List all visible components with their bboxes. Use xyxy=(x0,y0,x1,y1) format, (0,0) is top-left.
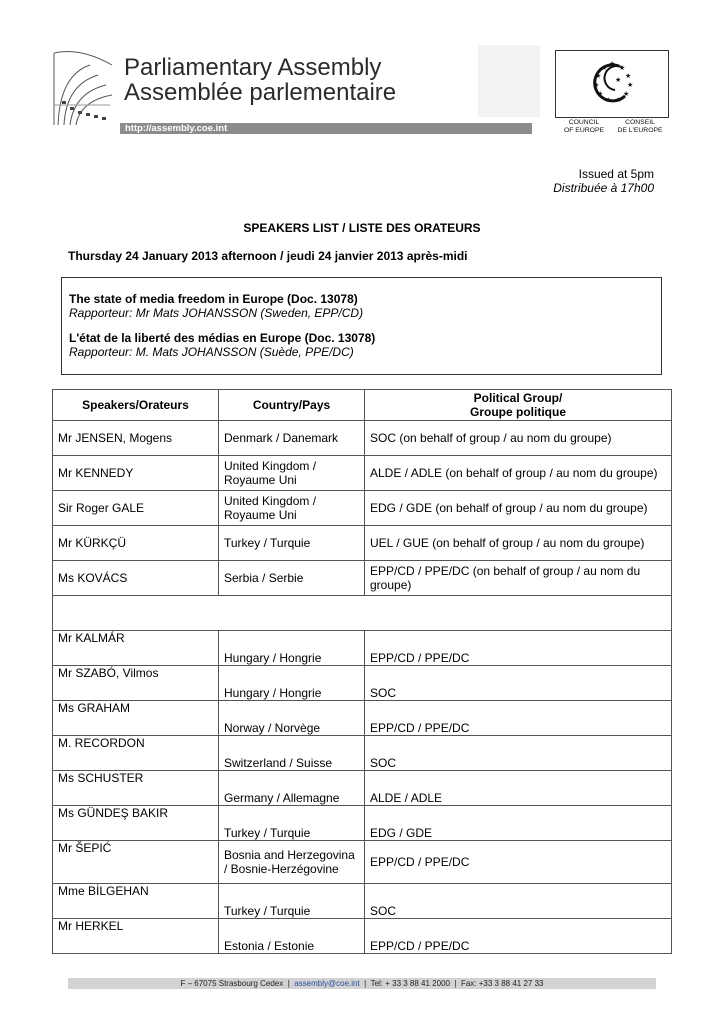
group-cell: EPP/CD / PPE/DC xyxy=(365,919,672,954)
speaker-cell: Mr SZABÓ, Vilmos xyxy=(53,666,219,701)
table-row xyxy=(53,701,672,736)
header-group-line1: Political Group/ xyxy=(473,391,563,405)
speaker-cell: M. RECORDON xyxy=(53,736,219,771)
coe-label-fr xyxy=(612,119,668,135)
svg-text:★: ★ xyxy=(615,76,622,84)
table-row xyxy=(53,526,672,561)
issued-info xyxy=(553,167,654,195)
svg-text:★: ★ xyxy=(625,72,632,80)
assembly-name-en: Parliamentary Assembly xyxy=(124,54,382,81)
header-country: Country/Pays xyxy=(219,390,365,421)
country-cell: Norway / Norvège xyxy=(219,701,365,736)
agenda-rapporteur-fr: Rapporteur: M. Mats JOHANSSON (Suède, PPE/DC) xyxy=(69,345,354,359)
table-header-row xyxy=(53,390,672,421)
group-cell: EPP/CD / PPE/DC (on behalf of group / au nom du groupe) xyxy=(365,561,672,596)
speaker-cell: Ms GRAHAM xyxy=(53,701,219,736)
country-cell: Turkey / Turquie xyxy=(219,806,365,841)
speaker-cell: Ms GÜNDEŞ BAKIR xyxy=(53,806,219,841)
sitting-date: Thursday 24 January 2013 afternoon / jeudi 24 janvier 2013 après-midi xyxy=(68,249,468,263)
country-cell: Serbia / Serbie xyxy=(219,561,365,596)
table-row xyxy=(53,771,672,806)
country-cell: Hungary / Hongrie xyxy=(219,631,365,666)
coe-label-fr-line1: CONSEIL xyxy=(625,119,655,126)
header-speaker: Speakers/Orateurs xyxy=(53,390,219,421)
table-row xyxy=(53,491,672,526)
svg-text:★: ★ xyxy=(595,72,602,80)
svg-text:★: ★ xyxy=(623,90,630,98)
country-cell: Turkey / Turquie xyxy=(219,526,365,561)
svg-text:★: ★ xyxy=(601,64,608,72)
group-cell: EDG / GDE (on behalf of group / au nom du groupe) xyxy=(365,491,672,526)
table-row xyxy=(53,631,672,666)
assembly-name xyxy=(124,55,396,105)
country-cell: Turkey / Turquie xyxy=(219,884,365,919)
coe-label-en xyxy=(558,119,610,135)
separator-cell xyxy=(53,596,672,631)
document-title: SPEAKERS LIST / LISTE DES ORATEURS xyxy=(243,221,481,235)
footer-separator: | xyxy=(285,979,292,988)
footer-separator: | xyxy=(452,979,459,988)
assembly-hemicycle-graphic xyxy=(50,45,116,127)
coe-label-fr-line2: DE L'EUROPE xyxy=(617,127,663,134)
footer-email-link[interactable]: assembly@coe.int xyxy=(294,979,360,988)
table-row xyxy=(53,806,672,841)
group-cell: SOC xyxy=(365,884,672,919)
speaker-cell: Mr HERKEL xyxy=(53,919,219,954)
group-cell: EPP/CD / PPE/DC xyxy=(365,841,672,884)
separator-row xyxy=(53,596,672,631)
header-group-line2: Groupe politique xyxy=(470,405,566,419)
svg-text:★: ★ xyxy=(627,81,634,89)
group-cell: ALDE / ADLE xyxy=(365,771,672,806)
speaker-cell: Sir Roger GALE xyxy=(53,491,219,526)
group-cell: EPP/CD / PPE/DC xyxy=(365,631,672,666)
table-row xyxy=(53,666,672,701)
coe-label-en-line1: COUNCIL xyxy=(568,119,600,126)
agenda-title-fr: L'état de la liberté des médias en Europe (Doc. 13078) xyxy=(69,331,376,345)
speaker-cell: Mr JENSEN, Mogens xyxy=(53,421,219,456)
svg-text:★: ★ xyxy=(615,96,622,104)
group-cell: EDG / GDE xyxy=(365,806,672,841)
footer-fax: Fax: +33 3 88 41 27 33 xyxy=(460,979,544,988)
issued-fr: Distribuée à 17h00 xyxy=(553,181,654,195)
svg-text:★: ★ xyxy=(597,90,604,98)
header-group xyxy=(365,390,672,421)
country-cell: Estonia / Estonie xyxy=(219,919,365,954)
country-cell: Bosnia and Herzegovina / Bosnie-Herzégovine xyxy=(219,841,365,884)
footer-address: F – 67075 Strasbourg Cedex xyxy=(180,979,284,988)
speaker-cell: Mme BİLGEHAN xyxy=(53,884,219,919)
group-cell: UEL / GUE (on behalf of group / au nom du groupe) xyxy=(365,526,672,561)
council-of-europe-logo-icon xyxy=(585,56,641,108)
table-row xyxy=(53,841,672,884)
footer-tel: Tel: + 33 3 88 41 2000 xyxy=(370,979,450,988)
group-cell: SOC (on behalf of group / au nom du groupe) xyxy=(365,421,672,456)
issued-en: Issued at 5pm xyxy=(578,167,654,181)
group-cell: ALDE / ADLE (on behalf of group / au nom du groupe) xyxy=(365,456,672,491)
agenda-rapporteur-en: Rapporteur: Mr Mats JOHANSSON (Sweden, EPP/CD) xyxy=(69,306,364,320)
country-cell: United Kingdom / Royaume Uni xyxy=(219,456,365,491)
group-cell: SOC xyxy=(365,736,672,771)
table-row xyxy=(53,561,672,596)
agenda-title-en: The state of media freedom in Europe (Doc. 13078) xyxy=(69,292,358,306)
svg-text:★: ★ xyxy=(619,64,626,72)
speaker-cell: Mr KALMÁR xyxy=(53,631,219,666)
svg-text:★: ★ xyxy=(609,60,616,68)
country-cell: Switzerland / Suisse xyxy=(219,736,365,771)
table-row xyxy=(53,456,672,491)
speakers-table xyxy=(52,389,672,954)
svg-text:★: ★ xyxy=(605,96,612,104)
footer-separator: | xyxy=(361,979,369,988)
table-row xyxy=(53,736,672,771)
coe-label-en-line2: OF EUROPE xyxy=(563,127,605,134)
country-cell: Germany / Allemagne xyxy=(219,771,365,806)
table-row xyxy=(53,919,672,954)
assembly-url-link[interactable]: http://assembly.coe.int xyxy=(125,123,228,134)
speaker-cell: Mr KÜRKÇÜ xyxy=(53,526,219,561)
assembly-name-fr: Assemblée parlementaire xyxy=(124,79,397,106)
group-cell: SOC xyxy=(365,666,672,701)
footer-contact xyxy=(68,978,656,989)
country-cell: Denmark / Danemark xyxy=(219,421,365,456)
agenda-item-box xyxy=(61,277,662,375)
table-row xyxy=(53,884,672,919)
speaker-cell: Mr KENNEDY xyxy=(53,456,219,491)
speaker-cell: Mr ŠEPIĆ xyxy=(53,841,219,884)
group-cell: EPP/CD / PPE/DC xyxy=(365,701,672,736)
country-cell: Hungary / Hongrie xyxy=(219,666,365,701)
speaker-cell: Ms SCHUSTER xyxy=(53,771,219,806)
header-shade xyxy=(478,45,540,117)
table-row xyxy=(53,421,672,456)
svg-text:★: ★ xyxy=(593,81,600,89)
country-cell: United Kingdom / Royaume Uni xyxy=(219,491,365,526)
speaker-cell: Ms KOVÁCS xyxy=(53,561,219,596)
